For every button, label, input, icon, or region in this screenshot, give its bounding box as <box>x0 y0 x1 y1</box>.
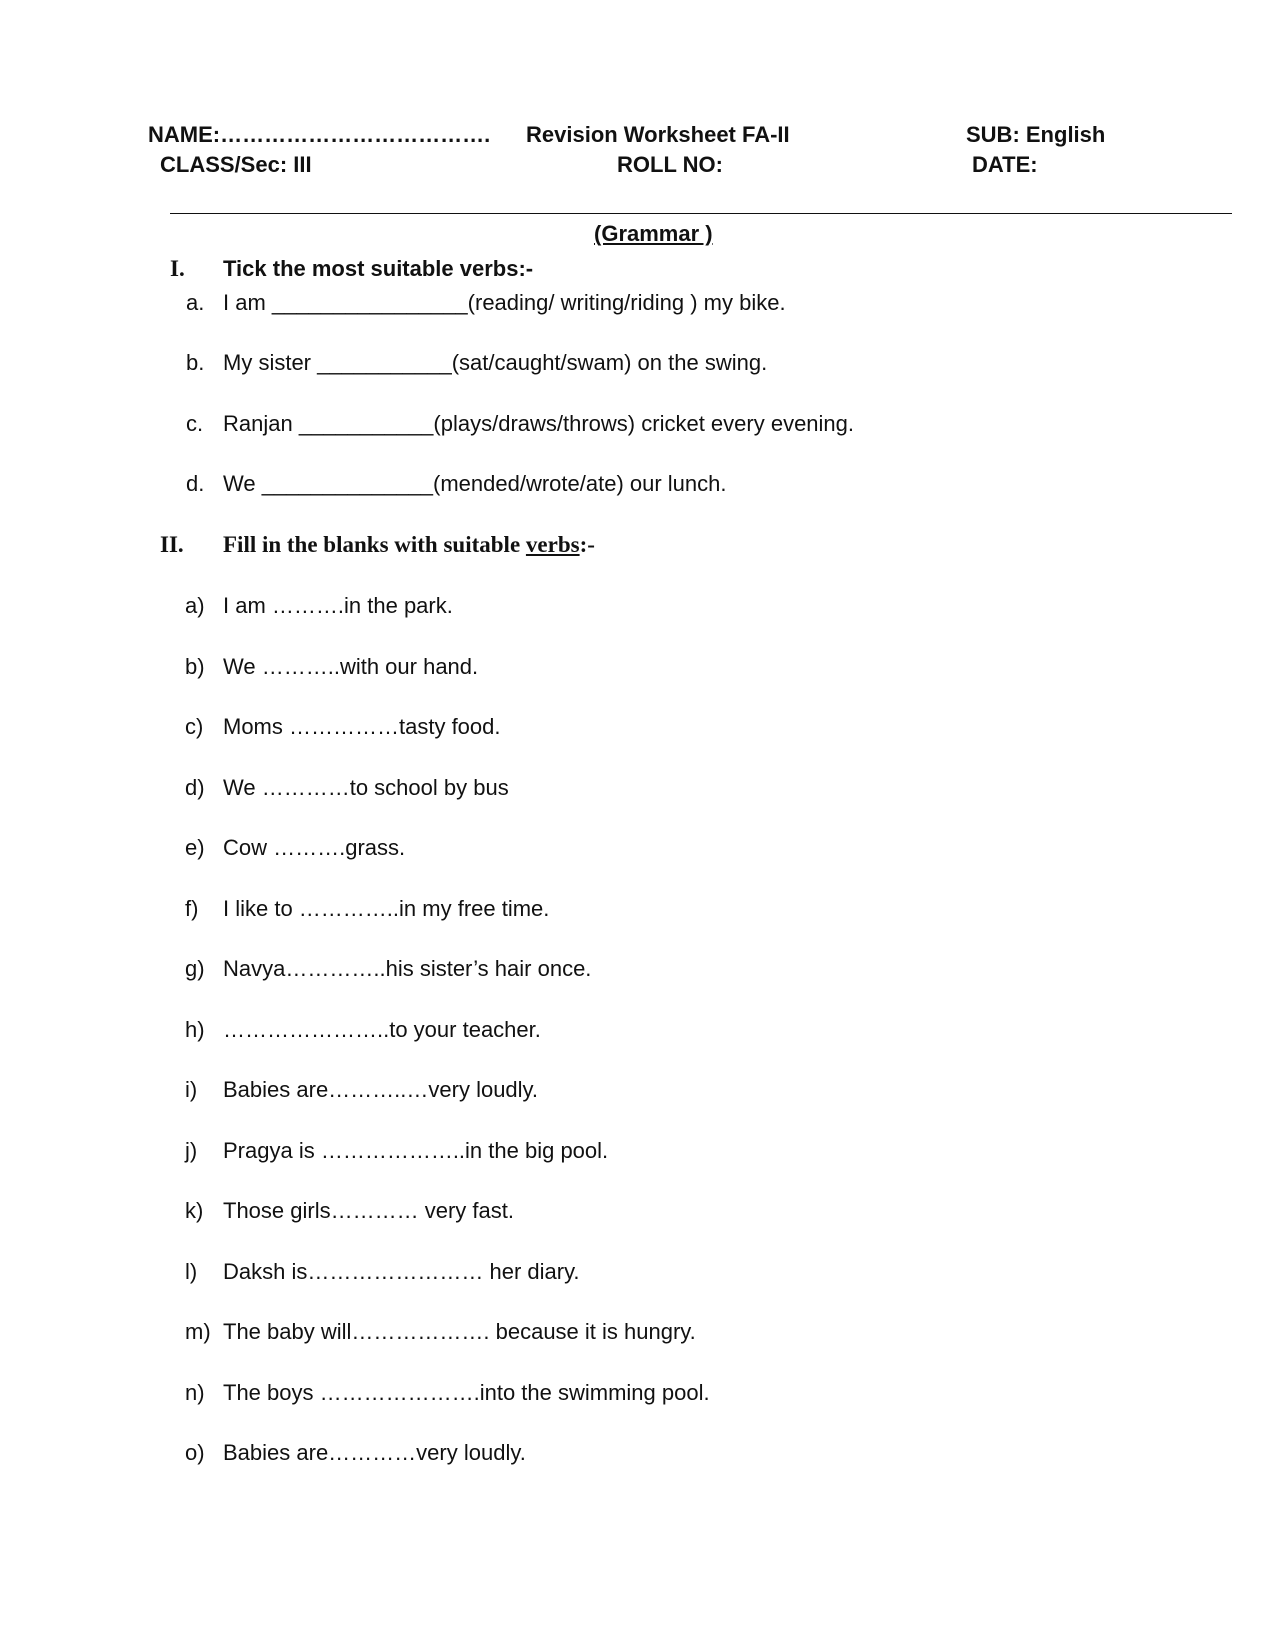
question-label: f) <box>185 896 199 921</box>
header-divider <box>170 213 1232 214</box>
section-2-title-suffix: :- <box>579 532 595 557</box>
question-label: k) <box>185 1198 204 1223</box>
question-text: Babies are…………very loudly. <box>223 1440 526 1465</box>
roll-no-label: ROLL NO: <box>617 152 723 177</box>
question-label: e) <box>185 835 205 860</box>
question-text: We …………to school by bus <box>223 775 509 800</box>
question-text: We ………..with our hand. <box>223 654 479 679</box>
question-text: The boys ………………….into the swimming pool. <box>223 1380 710 1405</box>
section-1-title: Tick the most suitable verbs:- <box>223 256 534 281</box>
question-label: a) <box>185 593 205 618</box>
date-label: DATE: <box>972 152 1038 177</box>
question-text: Ranjan ___________(plays/draws/throws) cricket every evening. <box>223 411 855 436</box>
question-text: Pragya is ………………..in the big pool. <box>223 1138 609 1163</box>
section-2-title <box>223 532 595 558</box>
question-label: h) <box>185 1017 205 1042</box>
question-label: m) <box>185 1319 211 1344</box>
question-text: The baby will………………. because it is hungry. <box>223 1319 696 1344</box>
question-text: I like to …………..in my free time. <box>223 896 550 921</box>
question-label: l) <box>185 1259 198 1284</box>
question-text: Moms ……………tasty food. <box>223 714 501 739</box>
question-text: My sister ___________(sat/caught/swam) on the swing. <box>223 350 768 375</box>
name-field-label: NAME:………………………………. <box>148 122 491 147</box>
question-label: d. <box>186 471 205 496</box>
question-text: …………………..to your teacher. <box>223 1017 541 1042</box>
question-text: Cow ……….grass. <box>223 835 406 860</box>
section-2-numeral: II. <box>160 532 184 557</box>
question-label: d) <box>185 775 205 800</box>
question-text: Those girls………… very fast. <box>223 1198 514 1223</box>
section-2-title-underlined: verbs <box>525 532 580 557</box>
question-text: Daksh is…………………… her diary. <box>223 1259 580 1284</box>
question-label: n) <box>185 1380 205 1405</box>
question-text: I am ________________(reading/ writing/riding ) my bike. <box>223 290 786 315</box>
question-label: c. <box>186 411 204 436</box>
question-label: o) <box>185 1440 205 1465</box>
question-label: a. <box>186 290 205 315</box>
worksheet-title: Revision Worksheet FA-II <box>526 122 790 147</box>
grammar-heading: (Grammar ) <box>594 221 713 246</box>
section-2-title-text: Fill in the blanks with suitable <box>223 532 526 557</box>
question-label: j) <box>185 1138 198 1163</box>
question-text: I am ……….in the park. <box>223 593 453 618</box>
question-label: g) <box>185 956 205 981</box>
question-label: c) <box>185 714 204 739</box>
subject-label: SUB: English <box>966 122 1106 147</box>
class-section-label: CLASS/Sec: III <box>160 152 312 177</box>
question-text: Navya…………..his sister’s hair once. <box>223 956 592 981</box>
question-text: We ______________(mended/wrote/ate) our lunch. <box>223 471 727 496</box>
question-label: b) <box>185 654 205 679</box>
section-1-numeral: I. <box>170 256 185 281</box>
question-text: Babies are………..…very loudly. <box>223 1077 539 1102</box>
question-label: b. <box>186 350 205 375</box>
question-label: i) <box>185 1077 198 1102</box>
